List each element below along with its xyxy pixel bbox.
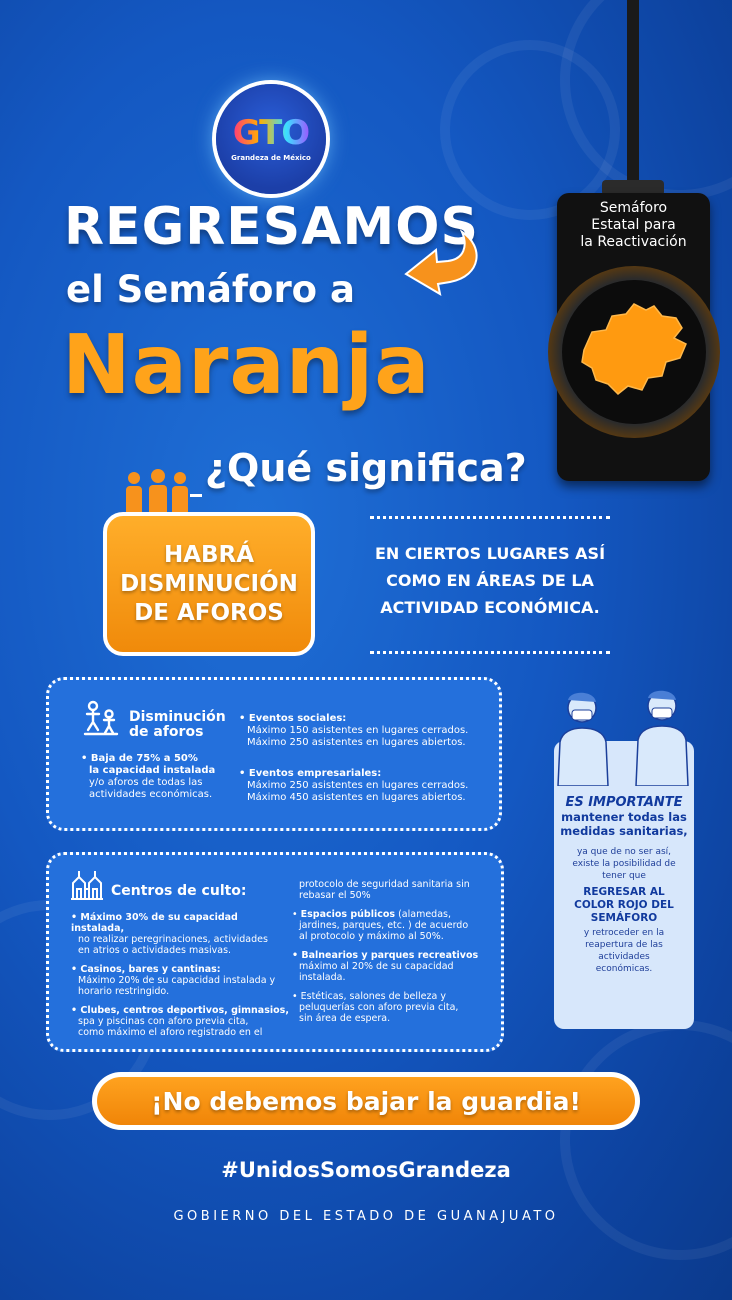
balnearios-title: • Balnearios y parques recreativos — [292, 950, 479, 961]
eventos-empresariales-title: • Eventos empresariales: — [239, 768, 382, 779]
baja-lead: • Baja de 75% a 50% — [81, 753, 198, 764]
culto-item-text: en atrios o actividades masivas. — [78, 945, 232, 956]
culto-item-text: no realizar peregrinaciones, actividades — [78, 934, 268, 945]
balnearios-text: máximo al 20% de su capacidad — [299, 961, 454, 972]
importante-line: ya que de no ser así, — [576, 847, 672, 857]
headline-line2: el Semáforo a — [66, 268, 355, 311]
clubes-title: • Clubes, centros deportivos, gimnasios, — [71, 1005, 289, 1016]
importante-retroceder — [554, 927, 694, 975]
baja-text: actividades económicas. — [89, 789, 213, 800]
espacios-text: (alamedas, — [398, 909, 451, 920]
espacios-text: jardines, parques, etc. ) de acuerdo — [299, 920, 469, 931]
importante-line: medidas sanitarias, — [560, 824, 688, 838]
semaforo-label-line: Estatal para — [591, 217, 676, 233]
people-reduction-icon — [79, 696, 123, 740]
masked-people-icon — [552, 686, 702, 786]
aforos-panel — [46, 677, 502, 831]
question-title: ¿Qué significa? — [205, 446, 527, 490]
semaforo-label-line: la Reactivación — [580, 234, 687, 250]
semaforo-label — [561, 200, 706, 251]
espacios-title-text: Espacios públicos — [300, 909, 396, 920]
importante-line: tener que — [602, 871, 646, 881]
aforos-title-line: de aforos — [129, 724, 204, 740]
importante-posibilidad — [554, 846, 694, 882]
headline-naranja: Naranja — [62, 318, 431, 413]
aforos-callout-line: DE AFOROS — [134, 599, 284, 626]
importante-line: SEMÁFORO — [590, 912, 658, 924]
hashtag: #UnidosSomosGrandeza — [221, 1158, 511, 1182]
esteticas-text: Estéticas, salones de belleza y — [300, 991, 446, 1002]
baja-text: y/o aforos de todas las — [89, 777, 203, 788]
headline-line1: REGRESAMOS — [64, 197, 479, 257]
baja-lead-text: Baja de 75% a 50% — [90, 753, 198, 764]
gto-logo — [216, 84, 326, 194]
return-arrow-icon — [392, 228, 488, 298]
eventos-sociales-title: • Eventos sociales: — [239, 713, 347, 724]
clubes-text: spa y piscinas con aforo previa cita, — [78, 1016, 249, 1027]
baja-capacidad — [81, 753, 241, 801]
importante-line: REGRESAR AL — [583, 886, 665, 898]
dotted-divider — [370, 651, 610, 654]
culto-right-column — [292, 879, 496, 1024]
importante-line: económicas. — [595, 964, 653, 974]
espacios-title: • Espacios públicos (alamedas, — [292, 909, 451, 920]
culto-title: Centros de culto: — [111, 883, 247, 899]
ciertos-lugares-text — [352, 540, 628, 621]
importante-line: COLOR ROJO DEL — [574, 899, 674, 911]
importante-line: reapertura de las — [585, 940, 663, 950]
clubes-title-text: Clubes, centros deportivos, gimnasios, — [80, 1005, 289, 1016]
semaforo-label-line: Semáforo — [599, 200, 668, 216]
ciertos-line: EN CIERTOS LUGARES ASÍ — [374, 544, 606, 563]
aforos-callout-line: HABRÁ — [163, 541, 255, 568]
logo-text: GTO — [232, 113, 310, 153]
importante-line: actividades — [598, 952, 650, 962]
ciertos-line: ACTIVIDAD ECONÓMICA. — [380, 598, 600, 617]
culto-left-column — [71, 912, 289, 1038]
importante-line: mantener todas las — [561, 810, 687, 824]
eventos-empresariales — [239, 768, 499, 804]
ciertos-line: COMO EN ÁREAS DE LA — [386, 571, 594, 590]
casinos-text: horario restringido. — [78, 986, 170, 997]
eventos-empresariales-item: Máximo 250 asistentes en lugares cerrados. — [247, 780, 469, 791]
importante-line: y retroceder en la — [583, 928, 665, 938]
guardia-text: ¡No debemos bajar la guardia! — [97, 1077, 635, 1125]
eventos-empresariales-title-text: Eventos empresariales: — [248, 768, 382, 779]
esteticas-text: peluquerías con aforo previa cita, — [299, 1002, 459, 1013]
logo-subtitle: Grandeza de México — [231, 154, 311, 162]
protocolo-text: rebasar el 50% — [299, 890, 371, 901]
importante-line: existe la posibilidad de — [572, 859, 676, 869]
balnearios-title-text: Balnearios y parques recreativos — [301, 950, 479, 961]
church-icon — [69, 869, 105, 901]
espacios-text: al protocolo y máximo al 50%. — [299, 931, 444, 942]
aforos-title — [129, 710, 226, 740]
clubes-text: como máximo el aforo registrado en el — [78, 1027, 263, 1038]
guanajuato-map-icon — [562, 280, 706, 424]
semaforo-pole — [627, 0, 639, 186]
esteticas-item: • Estéticas, salones de belleza y — [292, 991, 446, 1002]
eventos-empresariales-item: Máximo 450 asistentes en lugares abiertos. — [247, 792, 466, 803]
dotted-divider — [370, 516, 610, 519]
balnearios-text: instalada. — [299, 972, 346, 983]
culto-item-title: • Máximo 30% de su capacidad instalada, — [71, 912, 238, 934]
eventos-sociales-item: Máximo 150 asistentes en lugares cerrados. — [247, 725, 469, 736]
guardia-banner — [92, 1072, 640, 1130]
esteticas-text: sin área de espera. — [299, 1013, 391, 1024]
aforos-callout — [103, 512, 315, 656]
aforos-callout-line: DISMINUCIÓN — [120, 570, 298, 597]
eventos-sociales-item: Máximo 250 asistentes en lugares abiertos. — [247, 737, 466, 748]
importante-rojo — [554, 886, 694, 925]
eventos-sociales — [239, 713, 499, 749]
protocolo-text: protocolo de seguridad sanitaria sin — [299, 879, 470, 890]
casinos-text: Máximo 20% de su capacidad instalada y — [78, 975, 276, 986]
importante-medidas — [554, 810, 694, 838]
bg-deco-shape — [560, 1020, 732, 1260]
gobierno-footer: GOBIERNO DEL ESTADO DE GUANAJUATO — [173, 1209, 559, 1224]
eventos-sociales-title-text: Eventos sociales: — [248, 713, 347, 724]
baja-lead-text: la capacidad instalada — [89, 765, 216, 776]
culto-item-title-text: Máximo 30% de su capacidad instalada, — [71, 912, 238, 934]
aforos-title-line: Disminución — [129, 709, 226, 725]
casinos-title-text: Casinos, bares y cantinas: — [80, 964, 221, 975]
culto-panel — [46, 852, 504, 1052]
importante-title: ES IMPORTANTE — [565, 795, 683, 810]
semaforo-lens — [562, 280, 706, 424]
casinos-title: • Casinos, bares y cantinas: — [71, 964, 221, 975]
